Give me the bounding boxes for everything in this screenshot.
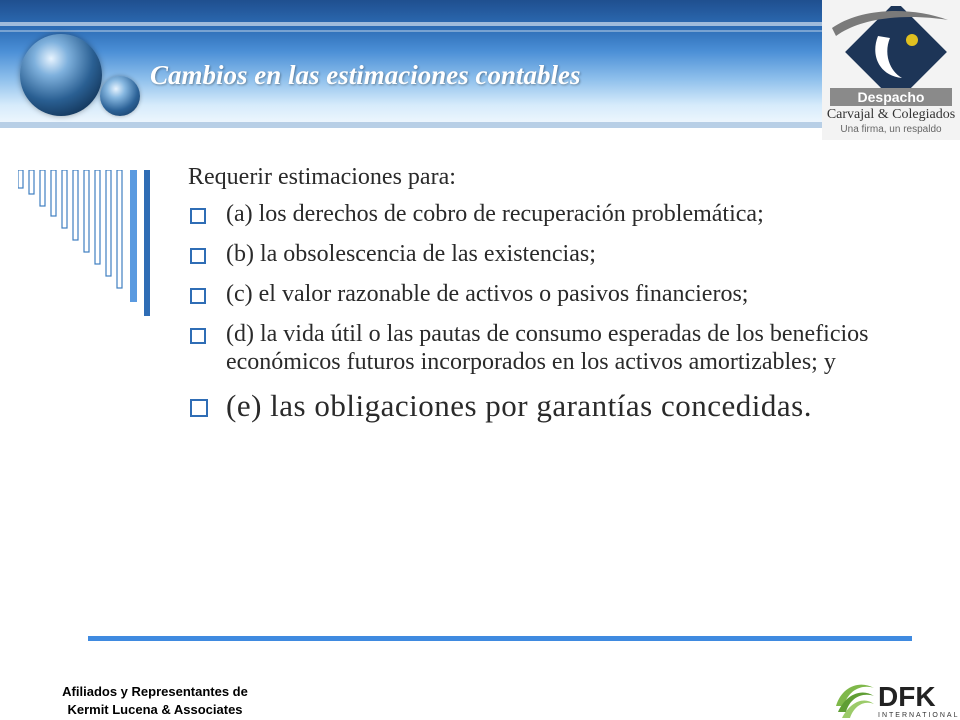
decorative-sphere-small [100, 76, 140, 116]
bar-decor [106, 170, 111, 276]
bullet-text: (c) el valor razonable de activos o pasivos financieros; [226, 281, 749, 307]
square-bullet-icon [190, 288, 206, 304]
bullet-item-b [188, 240, 908, 268]
footer-line-2: Kermit Lucena & Associates [67, 702, 243, 717]
square-bullet-icon [190, 248, 206, 264]
bullet-text: (b) la obsolescencia de las existencias; [226, 241, 596, 267]
bullet-item-a [188, 200, 908, 228]
bar-decor [130, 170, 137, 302]
square-bullet-icon [190, 399, 208, 417]
dfk-name: DFK [878, 681, 936, 712]
bar-decor [40, 170, 45, 206]
header-stripe [0, 30, 822, 32]
bar-decor [18, 170, 23, 188]
dfk-swirl-icon [836, 685, 874, 718]
bar-decor [144, 170, 150, 316]
logo-firm-name: Carvajal & Colegiados [826, 107, 956, 122]
slide-content [188, 162, 908, 436]
dfk-sub: INTERNATIONAL [878, 712, 960, 719]
bar-decor [117, 170, 122, 288]
logo-name: Despacho [830, 88, 952, 106]
bullet-text: (a) los derechos de cobro de recuperación problemática; [226, 201, 764, 227]
bar-decor [29, 170, 34, 194]
dfk-logo [834, 676, 960, 720]
square-bullet-icon [190, 328, 206, 344]
footer-affiliation [40, 683, 270, 719]
header-stripe [0, 22, 822, 26]
bar-decor [84, 170, 89, 252]
slide-title: Cambios en las estimaciones contables [150, 60, 581, 90]
company-logo [822, 0, 960, 140]
bar-decor [51, 170, 56, 216]
bullet-item-d [188, 320, 908, 376]
bullet-text: (e) las obligaciones por garantías concedidas. [226, 388, 812, 423]
square-bullet-icon [190, 208, 206, 224]
footer-line-1: Afiliados y Representantes de [62, 684, 248, 699]
bar-decor [95, 170, 100, 264]
bar-decor [62, 170, 67, 228]
logo-emblem-icon [830, 6, 952, 90]
decorative-sphere-large [20, 34, 102, 116]
header-bottom-line [0, 122, 822, 128]
bar-decor [73, 170, 78, 240]
bullet-item-c [188, 280, 908, 308]
divider-rule [88, 636, 912, 641]
bullet-item-e [188, 388, 908, 424]
decorative-bars [18, 170, 154, 318]
intro-text: Requerir estimaciones para: [188, 164, 456, 190]
logo-tagline: Una firma, un respaldo [840, 124, 942, 135]
bullet-text: (d) la vida útil o las pautas de consumo esperadas de los beneficios económicos futuros incorporados en los activos amortizables; y [226, 321, 869, 375]
